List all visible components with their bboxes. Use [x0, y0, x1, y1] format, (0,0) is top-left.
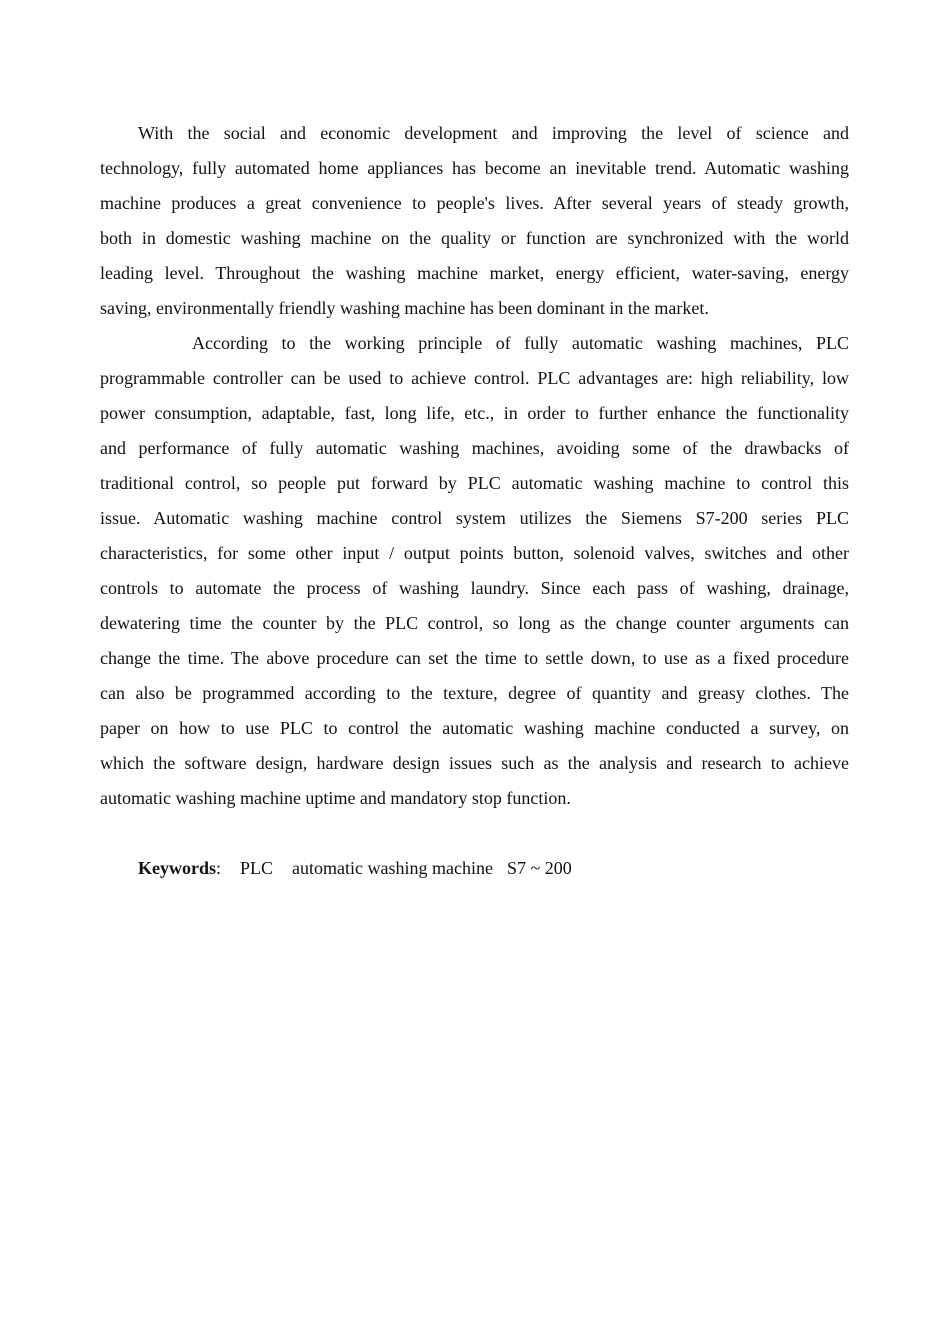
keywords-line: [100, 851, 849, 886]
text-line: With the social and economic development and improving the level of science and: [138, 123, 849, 143]
text-line: paper on how to use PLC to control the automatic washing machine conducted a survey, on: [100, 718, 849, 738]
text-line: programmable controller can be used to achieve control. PLC advantages are: high reliability, low: [100, 368, 849, 388]
keywords-separator: :: [216, 858, 222, 878]
keywords-label: Keywords: [138, 858, 216, 878]
text-line: dewatering time the counter by the PLC control, so long as the change counter arguments can: [100, 613, 849, 633]
text-line: issue. Automatic washing machine control system utilizes the Siemens S7-200 series PLC: [100, 508, 849, 528]
text-line: technology, fully automated home appliances has become an inevitable trend. Automatic washing: [100, 158, 849, 178]
text-line: characteristics, for some other input / output points button, solenoid valves, switches and other: [100, 543, 849, 563]
paragraph: [100, 116, 849, 326]
text-line: traditional control, so people put forward by PLC automatic washing machine to control this: [100, 473, 849, 493]
text-line: automatic washing machine uptime and mandatory stop function.: [100, 788, 571, 808]
text-line: both in domestic washing machine on the quality or function are synchronized with the world: [100, 228, 849, 248]
text-line: can also be programmed according to the texture, degree of quantity and greasy clothes. The: [100, 683, 849, 703]
text-line: controls to automate the process of washing laundry. Since each pass of washing, drainage,: [100, 578, 849, 598]
text-line: machine produces a great convenience to people's lives. After several years of steady growth,: [100, 193, 849, 213]
text-line: saving, environmentally friendly washing machine has been dominant in the market.: [100, 298, 709, 318]
text-line: leading level. Throughout the washing machine market, energy efficient, water-saving, energy: [100, 263, 849, 283]
text-line: and performance of fully automatic washing machines, avoiding some of the drawbacks of: [100, 438, 849, 458]
text-line: which the software design, hardware design issues such as the analysis and research to achieve: [100, 753, 849, 773]
abstract-body: [100, 116, 849, 886]
text-line: power consumption, adaptable, fast, long life, etc., in order to further enhance the functionality: [100, 403, 849, 423]
keyword: S7 ~ 200: [506, 858, 572, 878]
keyword: automatic washing machine: [292, 858, 493, 878]
text-line: According to the working principle of fully automatic washing machines, PLC: [192, 333, 849, 353]
paragraph: [100, 326, 849, 816]
keyword: PLC: [240, 858, 274, 878]
text-line: change the time. The above procedure can set the time to settle down, to use as a fixed procedure: [100, 648, 849, 668]
